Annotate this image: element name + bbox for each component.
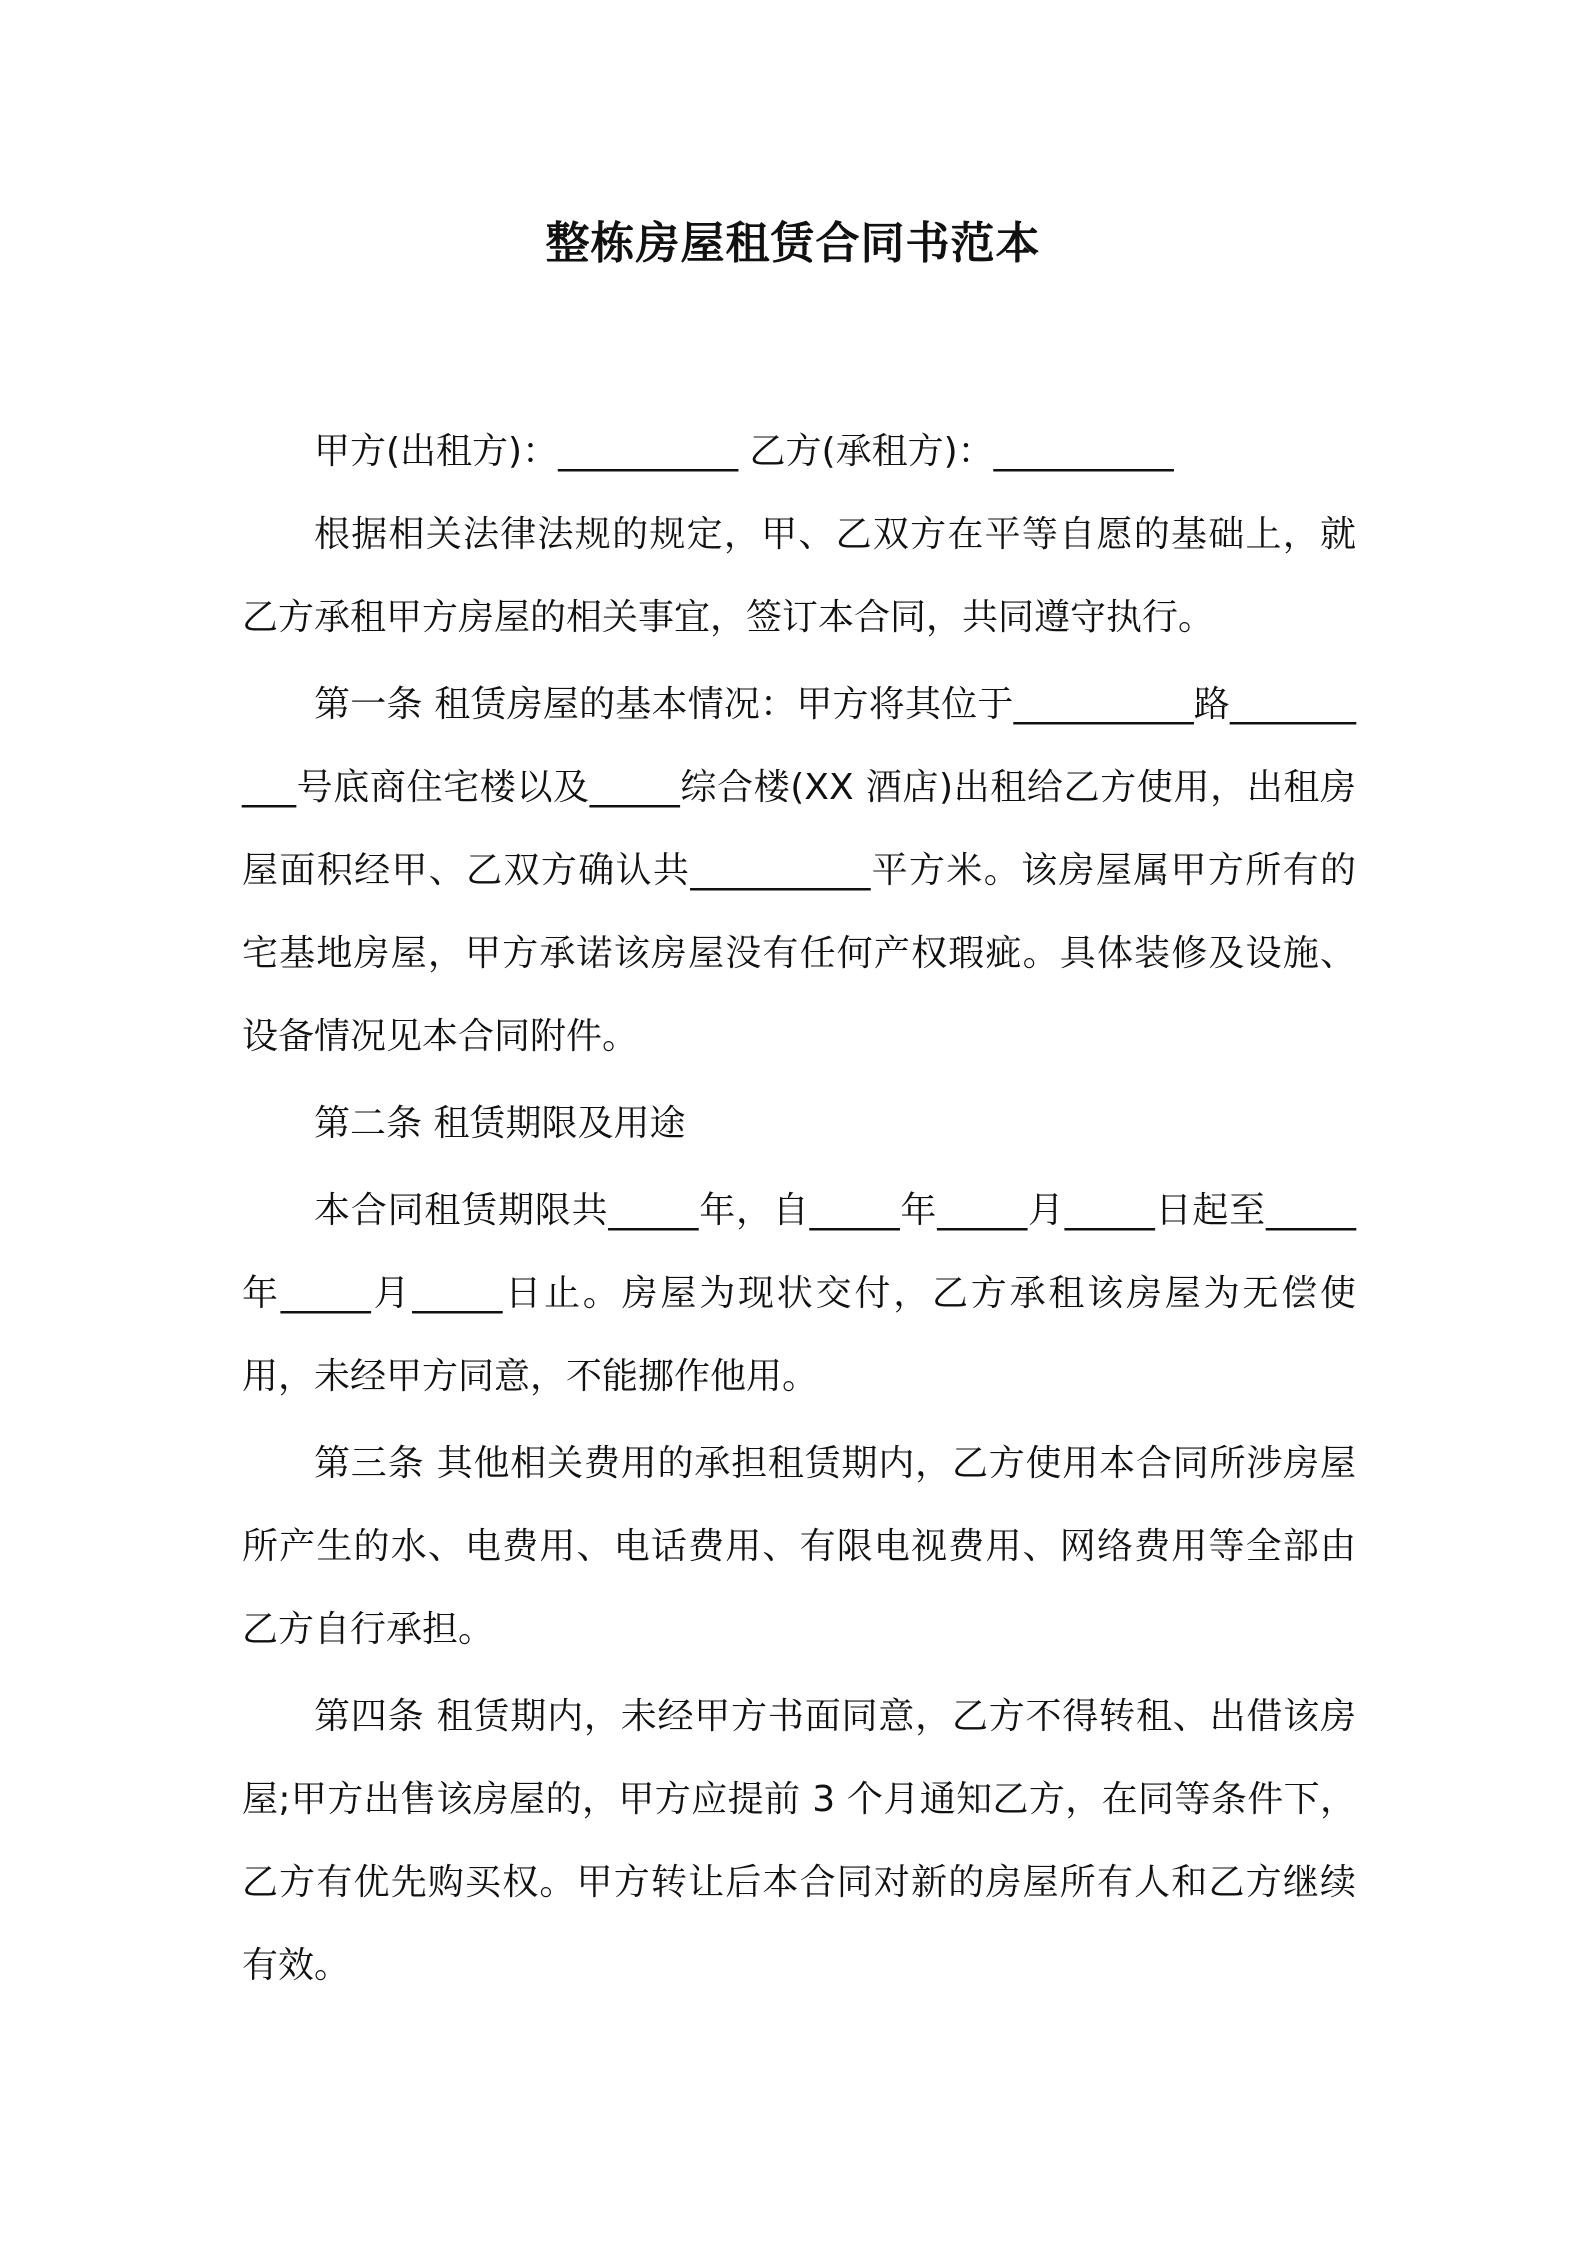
document-body — [242, 410, 1356, 2007]
parties-line: 甲方(出租方)：__________ 乙方(承租方)：__________ — [314, 431, 1174, 472]
article-3-paragraph: 第三条 其他相关费用的承担租赁期内，乙方使用本合同所涉房屋所产生的水、电费用、电话费用、有限电视费用、网络费用等全部由乙方自行承担。 — [242, 1443, 1356, 1650]
document-title: 整栋房屋租赁合同书范本 — [545, 218, 1041, 269]
article-1-paragraph: 第一条 租赁房屋的基本情况：甲方将其位于__________路__________号底商住宅楼以及_____综合楼(XX 酒店)出租给乙方使用，出租房屋面积经甲、乙双方确认共__________平方米。该房屋属甲方所有的宅基地房屋，甲方承诺该房屋没有任何产权瑕疵。具体装修及设施、设备情况见本合同附件。 — [242, 684, 1356, 1057]
article-4-paragraph: 第四条 租赁期内，未经甲方书面同意，乙方不得转租、出借该房屋;甲方出售该房屋的，甲方应提前 3 个月通知乙方，在同等条件下，乙方有优先购买权。甲方转让后本合同对新的房屋所有人和乙方继续有效。 — [242, 1696, 1356, 1986]
article-2-heading: 第二条 租赁期限及用途 — [314, 1103, 686, 1144]
preamble-paragraph: 根据相关法律法规的规定，甲、乙双方在平等自愿的基础上，就乙方承租甲方房屋的相关事宜，签订本合同，共同遵守执行。 — [242, 514, 1356, 638]
article-2-paragraph: 本合同租赁期限共_____年，自_____年_____月_____日起至_____年_____月_____日止。房屋为现状交付，乙方承租该房屋为无偿使用，未经甲方同意，不能挪作他用。 — [242, 1190, 1356, 1397]
